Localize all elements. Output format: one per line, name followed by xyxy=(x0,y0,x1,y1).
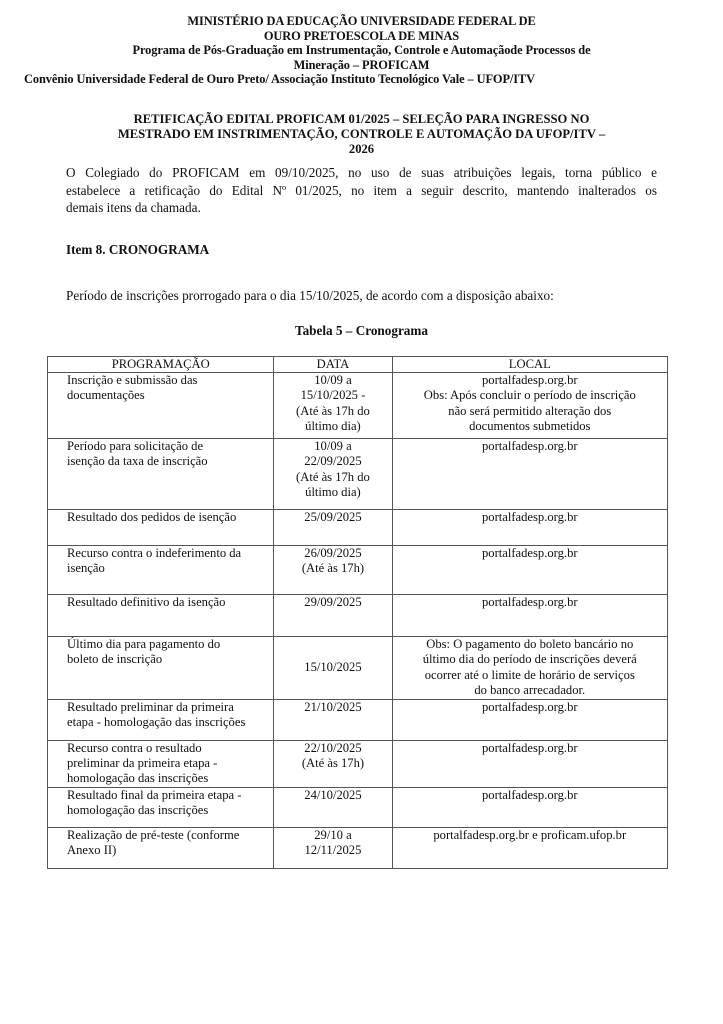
cell-programacao xyxy=(48,787,274,827)
cell-text: Resultado dos pedidos de isenção xyxy=(67,510,237,524)
cell-text: Inscrição e submissão das xyxy=(67,373,198,387)
cell-text: Resultado final da primeira etapa - xyxy=(67,787,242,802)
header-line: Programa de Pós-Graduação em Instrumentação, Controle e Automaçãode Processos de xyxy=(132,43,591,58)
cell-text: portalfadesp.org.br xyxy=(481,787,578,802)
cell-data xyxy=(274,699,392,740)
cell-text: portalfadesp.org.br xyxy=(481,510,578,524)
cell-data xyxy=(274,373,392,439)
cell-text: 26/09/2025 xyxy=(304,546,362,560)
cell-data xyxy=(274,510,392,546)
cell-text: 29/10 a xyxy=(314,827,352,842)
cell-text: 10/09 a xyxy=(314,373,352,387)
cell-text: 10/09 a xyxy=(314,439,352,453)
cell-text: 22/09/2025 xyxy=(304,454,362,469)
cell-text: Obs: O pagamento do boleto bancário no xyxy=(426,637,634,651)
cell-text: homologação das inscrições xyxy=(67,771,209,786)
cell-programacao xyxy=(48,373,274,439)
cell-data xyxy=(274,740,392,787)
cell-text: do banco arrecadador. xyxy=(474,683,586,698)
cell-local xyxy=(392,373,667,439)
cell-text: portalfadesp.org.br xyxy=(481,439,578,453)
cell-local xyxy=(392,439,667,510)
cell-local xyxy=(392,827,667,868)
table-row xyxy=(48,699,668,740)
institution-header xyxy=(0,14,723,87)
cell-text: preliminar da primeira etapa - xyxy=(67,756,218,771)
cell-text: Recurso contra o indeferimento da xyxy=(67,546,242,560)
cell-text: documentações xyxy=(67,388,145,403)
cell-text: 15/10/2025 - xyxy=(300,388,366,403)
cell-programacao xyxy=(48,740,274,787)
column-header-local: LOCAL xyxy=(392,357,667,373)
cell-text: Resultado preliminar da primeira xyxy=(67,699,234,714)
title-line: 2026 xyxy=(348,142,375,156)
cell-text: 25/09/2025 xyxy=(304,510,362,524)
cell-text: 12/11/2025 xyxy=(304,843,362,858)
cell-text: portalfadesp.org.br xyxy=(481,740,578,755)
intro-line: demais itens da chamada. xyxy=(66,200,201,216)
cell-data xyxy=(274,827,392,868)
schedule-table xyxy=(47,356,668,869)
intro-line: estabelece a retificação do Edital Nº 01/2025, no item a seguir descrito, mantendo inalterados os xyxy=(66,182,657,198)
table-row xyxy=(48,546,668,595)
cell-text: portalfadesp.org.br xyxy=(481,373,578,387)
cell-text: ocorrer até o limite de horário de serviços xyxy=(424,667,635,682)
table-row xyxy=(48,510,668,546)
cell-text: homologação das inscrições xyxy=(67,803,209,818)
cell-programacao xyxy=(48,827,274,868)
cell-programacao xyxy=(48,546,274,595)
cell-data xyxy=(274,546,392,595)
cell-text: 24/10/2025 xyxy=(304,787,362,802)
table-row xyxy=(48,595,668,637)
cell-local xyxy=(392,637,667,700)
cell-text: (Até às 17h do xyxy=(296,403,370,418)
header-line: OURO PRETOESCOLA DE MINAS xyxy=(263,28,460,43)
title-line: MESTRADO EM INSTRIMENTAÇÃO, CONTROLE E AUTOMAÇÃO DA UFOP/ITV – xyxy=(117,127,606,141)
cell-text: isenção xyxy=(67,561,105,576)
header-line: MINISTÉRIO DA EDUCAÇÃO UNIVERSIDADE FEDERAL DE xyxy=(187,14,536,28)
document-title xyxy=(0,112,723,157)
cell-data xyxy=(274,637,392,700)
cell-text: etapa - homologação das inscrições xyxy=(67,715,246,730)
cell-local xyxy=(392,699,667,740)
cell-data xyxy=(274,439,392,510)
intro-paragraph xyxy=(66,164,657,217)
table-row xyxy=(48,787,668,827)
period-paragraph: Período de inscrições prorrogado para o dia 15/10/2025, de acordo com a disposição abaixo: xyxy=(66,288,554,303)
cell-text: Último dia para pagamento do xyxy=(67,637,221,651)
cell-text: portalfadesp.org.br xyxy=(481,699,578,714)
cell-text: não será permitido alteração dos xyxy=(448,403,612,418)
cell-text: portalfadesp.org.br e proficam.ufop.br xyxy=(433,827,627,842)
cell-text: 29/09/2025 xyxy=(304,595,362,609)
cell-text: Anexo II) xyxy=(67,843,117,858)
header-line: Convênio Universidade Federal de Ouro Preto/ Associação Instituto Tecnológico Vale – UFOP/ITV xyxy=(24,72,535,87)
table-header-row xyxy=(48,357,668,373)
cell-text: Resultado definitivo da isenção xyxy=(67,595,226,609)
cell-text: último dia) xyxy=(305,485,361,500)
cell-text: Recurso contra o resultado xyxy=(67,740,202,755)
cell-text: Realização de pré-teste (conforme xyxy=(67,827,240,842)
cell-text: último dia do período de inscrições deverá xyxy=(422,652,637,667)
cell-text: Obs: Após concluir o período de inscrição xyxy=(423,388,636,403)
table-row xyxy=(48,740,668,787)
table-caption: Tabela 5 – Cronograma xyxy=(295,323,428,338)
cell-text: 21/10/2025 xyxy=(304,699,362,714)
cell-text: (Até às 17h) xyxy=(301,561,365,576)
cell-local xyxy=(392,510,667,546)
section-heading: Item 8. CRONOGRAMA xyxy=(66,242,210,257)
cell-local xyxy=(392,787,667,827)
cell-text: boleto de inscrição xyxy=(67,652,163,667)
cell-text: Período para solicitação de xyxy=(67,439,204,453)
cell-programacao xyxy=(48,439,274,510)
cell-programacao xyxy=(48,699,274,740)
cell-local xyxy=(392,546,667,595)
cell-text: 22/10/2025 xyxy=(304,740,362,755)
title-line: RETIFICAÇÃO EDITAL PROFICAM 01/2025 – SELEÇÃO PARA INGRESSO NO xyxy=(133,112,590,126)
header-line: Mineração – PROFICAM xyxy=(293,57,430,72)
table-row xyxy=(48,827,668,868)
cell-programacao xyxy=(48,595,274,637)
cell-text: (Até às 17h) xyxy=(301,756,365,771)
table-row xyxy=(48,637,668,700)
cell-data xyxy=(274,595,392,637)
table-row xyxy=(48,373,668,439)
cell-programacao xyxy=(48,637,274,700)
cell-text: documentos submetidos xyxy=(469,419,591,434)
cell-local xyxy=(392,595,667,637)
cell-text: último dia) xyxy=(305,419,361,434)
intro-line: O Colegiado do PROFICAM em 09/10/2025, no uso de suas atribuições legais, torna público e xyxy=(66,165,657,180)
cell-text: (Até às 17h do xyxy=(296,469,370,484)
cell-local xyxy=(392,740,667,787)
cell-text: portalfadesp.org.br xyxy=(481,546,578,560)
cell-text: isenção da taxa de inscrição xyxy=(67,454,208,469)
column-header-programacao: PROGRAMAÇÃO xyxy=(48,357,274,373)
table-row xyxy=(48,439,668,510)
column-header-data: DATA xyxy=(274,357,392,373)
cell-programacao xyxy=(48,510,274,546)
cell-text: 15/10/2025 xyxy=(304,660,362,675)
cell-data xyxy=(274,787,392,827)
cell-text: portalfadesp.org.br xyxy=(481,595,578,609)
